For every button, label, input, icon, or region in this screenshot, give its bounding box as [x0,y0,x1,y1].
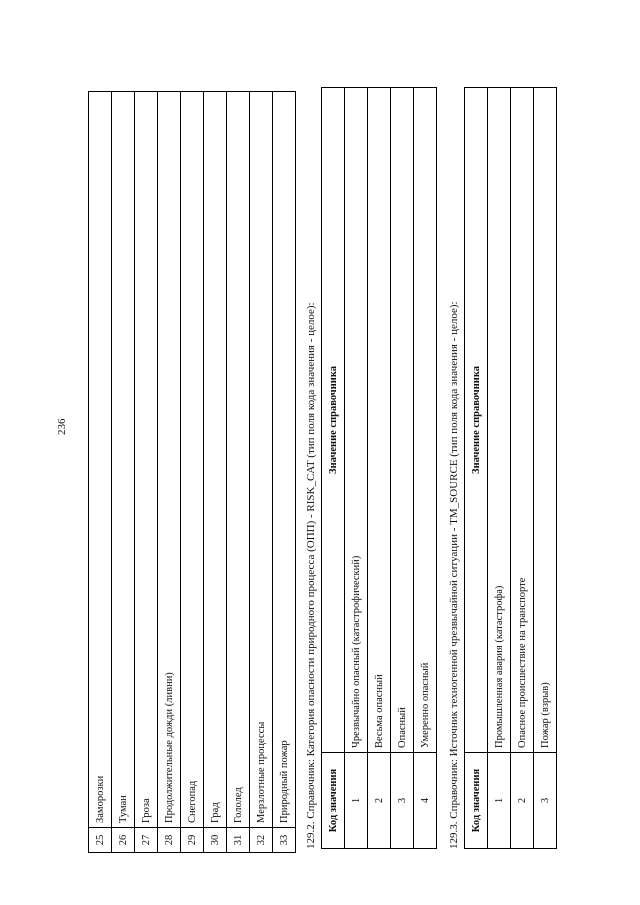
code-cell: 4 [414,753,437,849]
code-cell: 32 [250,828,273,853]
table-row [368,88,391,849]
code-cell: 33 [273,828,296,853]
table-header-row [322,88,345,849]
table-row [158,92,181,853]
value-cell: Опасное происшествие на транспорте [511,88,534,753]
caption-129-3: 129.3. Справочник: Источник техногенной чрезвычайной ситуации - TM_SOURCE (тип поля кода значения - целое): [448,301,460,849]
code-cell: 31 [227,828,250,853]
code-cell: 1 [345,753,368,849]
code-cell: 25 [89,828,112,853]
value-cell: Гроза [135,92,158,828]
table-row [414,88,437,849]
value-cell: Туман [112,92,135,828]
header-code: Код значения [465,753,488,849]
code-cell: 2 [368,753,391,849]
table-risk-cat [321,87,437,849]
caption-129-2: 129.2. Справочник: Категория опасности природного процесса (ОПП) - RISK_CAT (тип поля кода значения - целое): [305,302,317,849]
code-cell: 29 [181,828,204,853]
table-row [511,88,534,849]
value-cell: Продолжительные дожди (ливни) [158,92,181,828]
code-cell: 30 [204,828,227,853]
header-value: Значение справочника [465,88,488,753]
code-cell: 26 [112,828,135,853]
table-row [227,92,250,853]
value-cell: Мерзлотные процессы [250,92,273,828]
value-cell: Заморозки [89,92,112,828]
header-value: Значение справочника [322,88,345,753]
code-cell: 2 [511,753,534,849]
table-body [89,92,296,853]
value-cell: Пожар (взрыв) [534,88,557,753]
table-row [534,88,557,849]
code-cell: 27 [135,828,158,853]
table-row [181,92,204,853]
value-cell: Чрезвычайно опасный (катастрофический) [345,88,368,753]
table-row [273,92,296,853]
table-row [488,88,511,849]
table-row [89,92,112,853]
table-row [204,92,227,853]
page-number: 236 [56,418,68,435]
code-cell: 28 [158,828,181,853]
table-row [391,88,414,849]
value-cell: Промышленная авария (катастрофа) [488,88,511,753]
table-row [135,92,158,853]
code-cell: 3 [391,753,414,849]
value-cell: Умеренно опасный [414,88,437,753]
value-cell: Снегопад [181,92,204,828]
table-row [345,88,368,849]
table-natural-processes [88,91,296,853]
table-tm-source [464,87,557,849]
code-cell: 1 [488,753,511,849]
header-code: Код значения [322,753,345,849]
table-body [488,88,557,849]
code-cell: 3 [534,753,557,849]
table-row [112,92,135,853]
value-cell: Природный пожар [273,92,296,828]
value-cell: Град [204,92,227,828]
value-cell: Гололед [227,92,250,828]
table-header-row [465,88,488,849]
table-body [345,88,437,849]
value-cell: Весьма опасный [368,88,391,753]
value-cell: Опасный [391,88,414,753]
table-row [250,92,273,853]
